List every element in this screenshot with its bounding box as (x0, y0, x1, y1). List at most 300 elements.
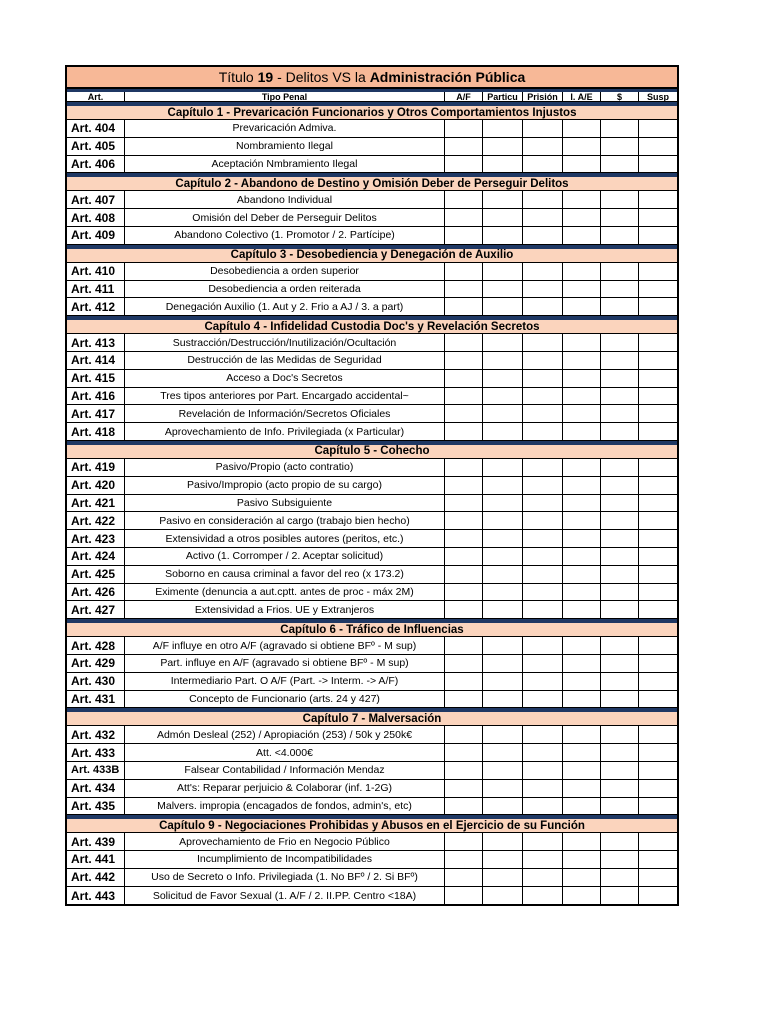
empty-cell (601, 691, 639, 708)
empty-cell (563, 156, 601, 173)
empty-cell (445, 833, 483, 850)
article-number: Art. 417 (67, 405, 125, 422)
tipo-penal: Pasivo en consideración al cargo (trabajo bien hecho) (125, 512, 445, 529)
empty-cell (639, 352, 677, 369)
table-row (67, 798, 677, 816)
chapter-heading: Capítulo 6 - Tráfico de Influencias (67, 619, 677, 637)
empty-cell (601, 298, 639, 315)
empty-cell (601, 263, 639, 280)
tipo-penal: Activo (1. Corromper / 2. Aceptar solicitud) (125, 548, 445, 565)
empty-cell (445, 423, 483, 440)
table-title (67, 67, 677, 89)
empty-cell (483, 726, 523, 743)
empty-cell (563, 263, 601, 280)
empty-cell (639, 298, 677, 315)
empty-cell (483, 655, 523, 672)
tipo-penal: Falsear Contabilidad / Información Mendaz (125, 762, 445, 779)
tipo-penal: Sustracción/Destrucción/Inutilización/Ocultación (125, 334, 445, 351)
empty-cell (601, 762, 639, 779)
empty-cell (601, 209, 639, 226)
article-number: Art. 432 (67, 726, 125, 743)
empty-cell (563, 601, 601, 618)
table-row (67, 637, 677, 655)
empty-cell (483, 780, 523, 797)
table-row (67, 566, 677, 584)
tipo-penal: Att's: Reparar perjuicio & Colaborar (inf. 1-2G) (125, 780, 445, 797)
title-number: 19 (257, 69, 274, 85)
empty-cell (523, 780, 563, 797)
empty-cell (639, 281, 677, 298)
table-row (67, 370, 677, 388)
tipo-penal: Aprovechamiento de Info. Privilegiada (x Particular) (125, 423, 445, 440)
tipo-penal: Att. <4.000€ (125, 744, 445, 761)
table-row (67, 851, 677, 869)
empty-cell (639, 495, 677, 512)
empty-cell (483, 869, 523, 886)
table-row (67, 744, 677, 762)
tipo-penal: Eximente (denuncia a aut.cptt. antes de proc - máx 2M) (125, 584, 445, 601)
empty-cell (601, 405, 639, 422)
table-body (67, 102, 677, 904)
empty-cell (601, 637, 639, 654)
empty-cell (601, 281, 639, 298)
empty-cell (639, 869, 677, 886)
empty-cell (639, 405, 677, 422)
chapter-heading: Capítulo 1 - Prevaricación Funcionarios y Otros Comportamientos Injustos (67, 102, 677, 120)
empty-cell (563, 477, 601, 494)
empty-cell (601, 120, 639, 137)
article-number: Art. 430 (67, 673, 125, 690)
tipo-penal: Destrucción de las Medidas de Seguridad (125, 352, 445, 369)
chapter-heading: Capítulo 3 - Desobediencia y Denegación de Auxilio (67, 245, 677, 263)
empty-cell (483, 405, 523, 422)
header-susp: Susp (646, 92, 669, 101)
article-number: Art. 416 (67, 388, 125, 405)
article-number: Art. 420 (67, 477, 125, 494)
article-number: Art. 409 (67, 227, 125, 244)
empty-cell (483, 120, 523, 137)
tipo-penal: Part. influye en A/F (agravado si obtiene BFº - M sup) (125, 655, 445, 672)
empty-cell (639, 227, 677, 244)
header-art: Art. (67, 92, 125, 101)
article-number: Art. 422 (67, 512, 125, 529)
empty-cell (523, 601, 563, 618)
empty-cell (601, 833, 639, 850)
article-number: Art. 441 (67, 851, 125, 868)
empty-cell (563, 334, 601, 351)
empty-cell (483, 530, 523, 547)
empty-cell (523, 263, 563, 280)
article-number: Art. 414 (67, 352, 125, 369)
empty-cell (445, 477, 483, 494)
empty-cell (523, 655, 563, 672)
tipo-penal: Prevaricación Admiva. (125, 120, 445, 137)
empty-cell (639, 637, 677, 654)
empty-cell (563, 281, 601, 298)
empty-cell (601, 584, 639, 601)
empty-cell (523, 495, 563, 512)
table-row (67, 423, 677, 441)
article-number: Art. 434 (67, 780, 125, 797)
header-particu: Particu (483, 92, 523, 101)
empty-cell (523, 370, 563, 387)
empty-cell (639, 584, 677, 601)
empty-cell (601, 566, 639, 583)
empty-cell (483, 833, 523, 850)
empty-cell (639, 851, 677, 868)
empty-cell (523, 477, 563, 494)
empty-cell (563, 673, 601, 690)
empty-cell (445, 744, 483, 761)
article-number: Art. 421 (67, 495, 125, 512)
article-number: Art. 410 (67, 263, 125, 280)
empty-cell (445, 530, 483, 547)
empty-cell (523, 744, 563, 761)
empty-cell (563, 869, 601, 886)
empty-cell (563, 798, 601, 815)
empty-cell (563, 370, 601, 387)
empty-cell (523, 673, 563, 690)
empty-cell (601, 477, 639, 494)
empty-cell (445, 138, 483, 155)
chapter-heading: Capítulo 2 - Abandono de Destino y Omisión Deber de Perseguir Delitos (67, 173, 677, 191)
empty-cell (639, 191, 677, 208)
tipo-penal: Aprovechamiento de Frio en Negocio Público (125, 833, 445, 850)
article-number: Art. 423 (67, 530, 125, 547)
empty-cell (563, 637, 601, 654)
empty-cell (483, 744, 523, 761)
empty-cell (601, 138, 639, 155)
tipo-penal: Malvers. impropia (encagados de fondos, admin's, etc) (125, 798, 445, 815)
table-row (67, 352, 677, 370)
empty-cell (483, 263, 523, 280)
empty-cell (483, 352, 523, 369)
tipo-penal: Extensividad a Frios. UE y Extranjeros (125, 601, 445, 618)
empty-cell (523, 388, 563, 405)
tipo-penal: Tres tipos anteriores por Part. Encargado accidental~ (125, 388, 445, 405)
empty-cell (563, 405, 601, 422)
article-number: Art. 426 (67, 584, 125, 601)
tipo-penal: Omisión del Deber de Perseguir Delitos (125, 209, 445, 226)
tipo-penal: Pasivo Subsiguiente (125, 495, 445, 512)
title-prefix: Título (218, 69, 254, 85)
empty-cell (445, 405, 483, 422)
empty-cell (445, 120, 483, 137)
tipo-penal: Nombramiento Ilegal (125, 138, 445, 155)
table-row (67, 869, 677, 887)
empty-cell (639, 655, 677, 672)
article-number: Art. 406 (67, 156, 125, 173)
article-number: Art. 415 (67, 370, 125, 387)
empty-cell (523, 566, 563, 583)
column-headers (67, 89, 677, 102)
empty-cell (483, 887, 523, 905)
empty-cell (445, 388, 483, 405)
article-number: Art. 429 (67, 655, 125, 672)
empty-cell (483, 370, 523, 387)
article-number: Art. 439 (67, 833, 125, 850)
empty-cell (639, 673, 677, 690)
empty-cell (601, 512, 639, 529)
table-row (67, 762, 677, 780)
empty-cell (445, 673, 483, 690)
empty-cell (563, 352, 601, 369)
empty-cell (483, 495, 523, 512)
empty-cell (639, 726, 677, 743)
empty-cell (639, 334, 677, 351)
empty-cell (445, 227, 483, 244)
article-number: Art. 413 (67, 334, 125, 351)
empty-cell (445, 370, 483, 387)
empty-cell (445, 637, 483, 654)
table-row (67, 530, 677, 548)
table-row (67, 263, 677, 281)
header-tipo-penal: Tipo Penal (125, 92, 445, 101)
empty-cell (639, 762, 677, 779)
empty-cell (563, 138, 601, 155)
table-row (67, 887, 677, 905)
tipo-penal: Pasivo/Propio (acto contratio) (125, 459, 445, 476)
article-number: Art. 431 (67, 691, 125, 708)
empty-cell (601, 887, 639, 905)
empty-cell (639, 548, 677, 565)
tipo-penal: Pasivo/Impropio (acto propio de su cargo) (125, 477, 445, 494)
tipo-penal: Solicitud de Favor Sexual (1. A/F / 2. II.PP. Centro <18A) (125, 887, 445, 905)
empty-cell (523, 833, 563, 850)
empty-cell (483, 227, 523, 244)
empty-cell (523, 227, 563, 244)
table-row (67, 156, 677, 174)
empty-cell (563, 726, 601, 743)
empty-cell (601, 156, 639, 173)
article-number: Art. 427 (67, 601, 125, 618)
empty-cell (523, 191, 563, 208)
tipo-penal: Acceso a Doc's Secretos (125, 370, 445, 387)
empty-cell (601, 601, 639, 618)
empty-cell (639, 263, 677, 280)
chapter-heading: Capítulo 9 - Negociaciones Prohibidas y Abusos en el Ejercicio de su Función (67, 815, 677, 833)
table-row (67, 601, 677, 619)
empty-cell (483, 459, 523, 476)
empty-cell (523, 512, 563, 529)
empty-cell (445, 601, 483, 618)
table-row (67, 673, 677, 691)
title-dash: - (277, 69, 282, 85)
empty-cell (601, 726, 639, 743)
empty-cell (639, 780, 677, 797)
table-row (67, 726, 677, 744)
chapter-heading: Capítulo 7 - Malversación (67, 708, 677, 726)
empty-cell (523, 637, 563, 654)
table-row (67, 227, 677, 245)
article-number: Art. 407 (67, 191, 125, 208)
empty-cell (483, 691, 523, 708)
table-row (67, 584, 677, 602)
empty-cell (563, 655, 601, 672)
article-number: Art. 425 (67, 566, 125, 583)
empty-cell (563, 423, 601, 440)
tipo-penal: Soborno en causa criminal a favor del reo (x 173.2) (125, 566, 445, 583)
article-number: Art. 433 (67, 744, 125, 761)
title-text-1: Delitos VS la (285, 69, 366, 85)
article-number: Art. 412 (67, 298, 125, 315)
empty-cell (445, 191, 483, 208)
table-row (67, 548, 677, 566)
empty-cell (483, 423, 523, 440)
empty-cell (601, 334, 639, 351)
empty-cell (483, 851, 523, 868)
empty-cell (639, 423, 677, 440)
table-row (67, 833, 677, 851)
article-number: Art. 424 (67, 548, 125, 565)
penal-table (65, 65, 679, 906)
empty-cell (483, 138, 523, 155)
empty-cell (563, 887, 601, 905)
empty-cell (563, 691, 601, 708)
empty-cell (523, 120, 563, 137)
empty-cell (563, 120, 601, 137)
empty-cell (563, 512, 601, 529)
empty-cell (483, 512, 523, 529)
empty-cell (483, 548, 523, 565)
empty-cell (563, 459, 601, 476)
empty-cell (445, 459, 483, 476)
empty-cell (601, 191, 639, 208)
tipo-penal: Abandono Individual (125, 191, 445, 208)
empty-cell (445, 584, 483, 601)
empty-cell (523, 530, 563, 547)
table-row (67, 281, 677, 299)
table-row (67, 691, 677, 709)
empty-cell (639, 138, 677, 155)
empty-cell (601, 744, 639, 761)
empty-cell (563, 209, 601, 226)
empty-cell (639, 156, 677, 173)
empty-cell (523, 548, 563, 565)
empty-cell (445, 780, 483, 797)
tipo-penal: Admón Desleal (252) / Apropiación (253) / 50k y 250k€ (125, 726, 445, 743)
empty-cell (639, 744, 677, 761)
header-dollar: $ (601, 92, 639, 101)
empty-cell (445, 209, 483, 226)
chapter-heading: Capítulo 4 - Infidelidad Custodia Doc's y Revelación Secretos (67, 316, 677, 334)
empty-cell (445, 298, 483, 315)
empty-cell (523, 334, 563, 351)
empty-cell (523, 298, 563, 315)
empty-cell (523, 352, 563, 369)
article-number: Art. 411 (67, 281, 125, 298)
header-iae: I. A/E (563, 92, 601, 101)
table-row (67, 388, 677, 406)
table-row (67, 191, 677, 209)
tipo-penal: Desobediencia a orden reiterada (125, 281, 445, 298)
empty-cell (639, 370, 677, 387)
empty-cell (445, 495, 483, 512)
tipo-penal: Concepto de Funcionario (arts. 24 y 427) (125, 691, 445, 708)
empty-cell (601, 459, 639, 476)
empty-cell (523, 405, 563, 422)
title-text-2: Administración Pública (369, 69, 526, 85)
tipo-penal: Uso de Secreto o Info. Privilegiada (1. No BFº / 2. Si BFº) (125, 869, 445, 886)
empty-cell (639, 388, 677, 405)
empty-cell (563, 298, 601, 315)
empty-cell (445, 352, 483, 369)
tipo-penal: Intermediario Part. O A/F (Part. -> Interm. -> A/F) (125, 673, 445, 690)
empty-cell (523, 209, 563, 226)
empty-cell (563, 548, 601, 565)
empty-cell (639, 459, 677, 476)
empty-cell (483, 156, 523, 173)
empty-cell (483, 673, 523, 690)
empty-cell (563, 495, 601, 512)
empty-cell (601, 655, 639, 672)
empty-cell (523, 138, 563, 155)
empty-cell (639, 691, 677, 708)
empty-cell (445, 691, 483, 708)
empty-cell (483, 762, 523, 779)
article-number: Art. 442 (67, 869, 125, 886)
empty-cell (601, 548, 639, 565)
empty-cell (445, 548, 483, 565)
empty-cell (483, 191, 523, 208)
empty-cell (639, 530, 677, 547)
table-row (67, 138, 677, 156)
empty-cell (639, 512, 677, 529)
empty-cell (523, 887, 563, 905)
empty-cell (601, 851, 639, 868)
header-prision: Prisión (523, 92, 563, 101)
empty-cell (563, 566, 601, 583)
empty-cell (445, 798, 483, 815)
empty-cell (445, 281, 483, 298)
empty-cell (563, 851, 601, 868)
empty-cell (563, 833, 601, 850)
empty-cell (483, 281, 523, 298)
empty-cell (563, 530, 601, 547)
table-row (67, 209, 677, 227)
empty-cell (563, 762, 601, 779)
empty-cell (523, 423, 563, 440)
empty-cell (483, 798, 523, 815)
header-af: A/F (445, 92, 483, 101)
empty-cell (445, 762, 483, 779)
table-row (67, 120, 677, 138)
empty-cell (483, 209, 523, 226)
article-number: Art. 418 (67, 423, 125, 440)
empty-cell (639, 566, 677, 583)
empty-cell (523, 869, 563, 886)
chapter-heading: Capítulo 5 - Cohecho (67, 441, 677, 459)
tipo-penal: Desobediencia a orden superior (125, 263, 445, 280)
empty-cell (483, 388, 523, 405)
empty-cell (601, 352, 639, 369)
empty-cell (601, 798, 639, 815)
empty-cell (563, 780, 601, 797)
empty-cell (639, 833, 677, 850)
article-number: Art. 435 (67, 798, 125, 815)
empty-cell (523, 156, 563, 173)
tipo-penal: Revelación de Información/Secretos Oficiales (125, 405, 445, 422)
empty-cell (523, 851, 563, 868)
empty-cell (483, 566, 523, 583)
empty-cell (601, 780, 639, 797)
empty-cell (445, 334, 483, 351)
tipo-penal: Incumplimiento de Incompatibilidades (125, 851, 445, 868)
empty-cell (523, 726, 563, 743)
table-row (67, 512, 677, 530)
empty-cell (445, 869, 483, 886)
empty-cell (601, 530, 639, 547)
